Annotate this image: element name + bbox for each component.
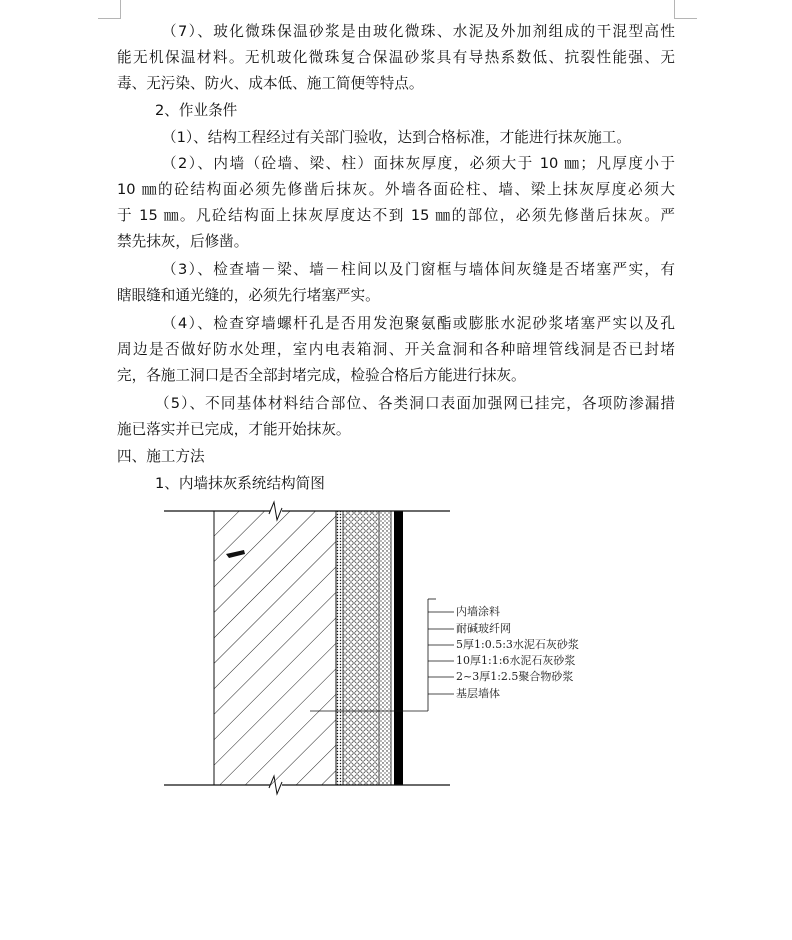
paragraph-line: 禁先抹灰，后修凿。 xyxy=(117,233,249,250)
paragraph-line: （2）、内墙（砼墙、梁、柱）面抹灰厚度，必须大于 10 ㎜；凡厚度小于 xyxy=(162,155,675,172)
paragraph-line: 10 ㎜的砼结构面必须先修凿后抹灰。外墙各面砼柱、墙、梁上抹灰厚度必须大 xyxy=(117,181,675,198)
paragraph-line: 周边是否做好防水处理，室内电表箱洞、开关盒洞和各种暗埋管线洞是否已封堵 xyxy=(117,341,675,358)
section-heading: 2、作业条件 xyxy=(155,102,238,119)
paragraph-line: （1）、结构工程经过有关部门验收，达到合格标准，才能进行抹灰施工。 xyxy=(162,129,631,146)
cement-lime-10mm-layer xyxy=(343,511,379,785)
paragraph-line: 毒、无污染、防火、成本低、施工简便等特点。 xyxy=(117,75,424,92)
page-corner-mark-top-left xyxy=(98,0,121,19)
page-corner-mark-top-right xyxy=(674,0,697,19)
paragraph-line: 完，各施工洞口是否全部封堵完成，检验合格后方能进行抹灰。 xyxy=(117,367,526,384)
label-base-wall: 基层墙体 xyxy=(456,687,500,700)
section-heading: 四、施工方法 xyxy=(117,448,205,465)
paragraph-line: 施已落实并已完成，才能开始抹灰。 xyxy=(117,421,351,438)
figure-caption: 1、内墙抹灰系统结构简图 xyxy=(155,475,325,492)
cement-lime-5mm-layer xyxy=(379,511,391,785)
label-5mm-mortar: 5厚1:0.5:3水泥石灰砂浆 xyxy=(456,638,579,651)
paragraph-line: 瞎眼缝和通光缝的，必须先行堵塞严实。 xyxy=(117,287,380,304)
label-10mm-mortar: 10厚1:1:6水泥石灰砂浆 xyxy=(456,654,576,667)
paragraph-line: （7）、玻化微珠保温砂浆是由玻化微珠、水泥及外加剂组成的干混型高性 xyxy=(162,23,675,40)
polymer-mortar-layer xyxy=(336,511,343,785)
base-wall-hatch xyxy=(214,511,336,785)
interior-paint-layer xyxy=(394,511,403,785)
label-polymer-mortar: 2~3厚1:2.5聚合物砂浆 xyxy=(456,670,574,683)
mesh-layer xyxy=(391,511,394,785)
wall-plaster-structure-diagram xyxy=(150,498,620,822)
diagram-svg xyxy=(150,498,620,818)
paragraph-line: 于 15 ㎜。凡砼结构面上抹灰厚度达不到 15 ㎜的部位，必须先修凿后抹灰。严 xyxy=(117,207,675,224)
paragraph-line: （5）、不同基体材料结合部位、各类洞口表面加强网已挂完，各项防渗漏措 xyxy=(155,395,675,412)
label-alkali-mesh: 耐碱玻纤网 xyxy=(456,622,511,635)
paragraph-line: 能无机保温材料。无机玻化微珠复合保温砂浆具有导热系数低、抗裂性能强、无 xyxy=(117,49,675,66)
paragraph-line: （3）、检查墙－梁、墙－柱间以及门窗框与墙体间灰缝是否堵塞严实，有 xyxy=(162,261,675,278)
paragraph-line: （4）、检查穿墙螺杆孔是否用发泡聚氨酯或膨胀水泥砂浆堵塞严实以及孔 xyxy=(162,315,675,332)
label-interior-paint: 内墙涂料 xyxy=(456,605,500,618)
